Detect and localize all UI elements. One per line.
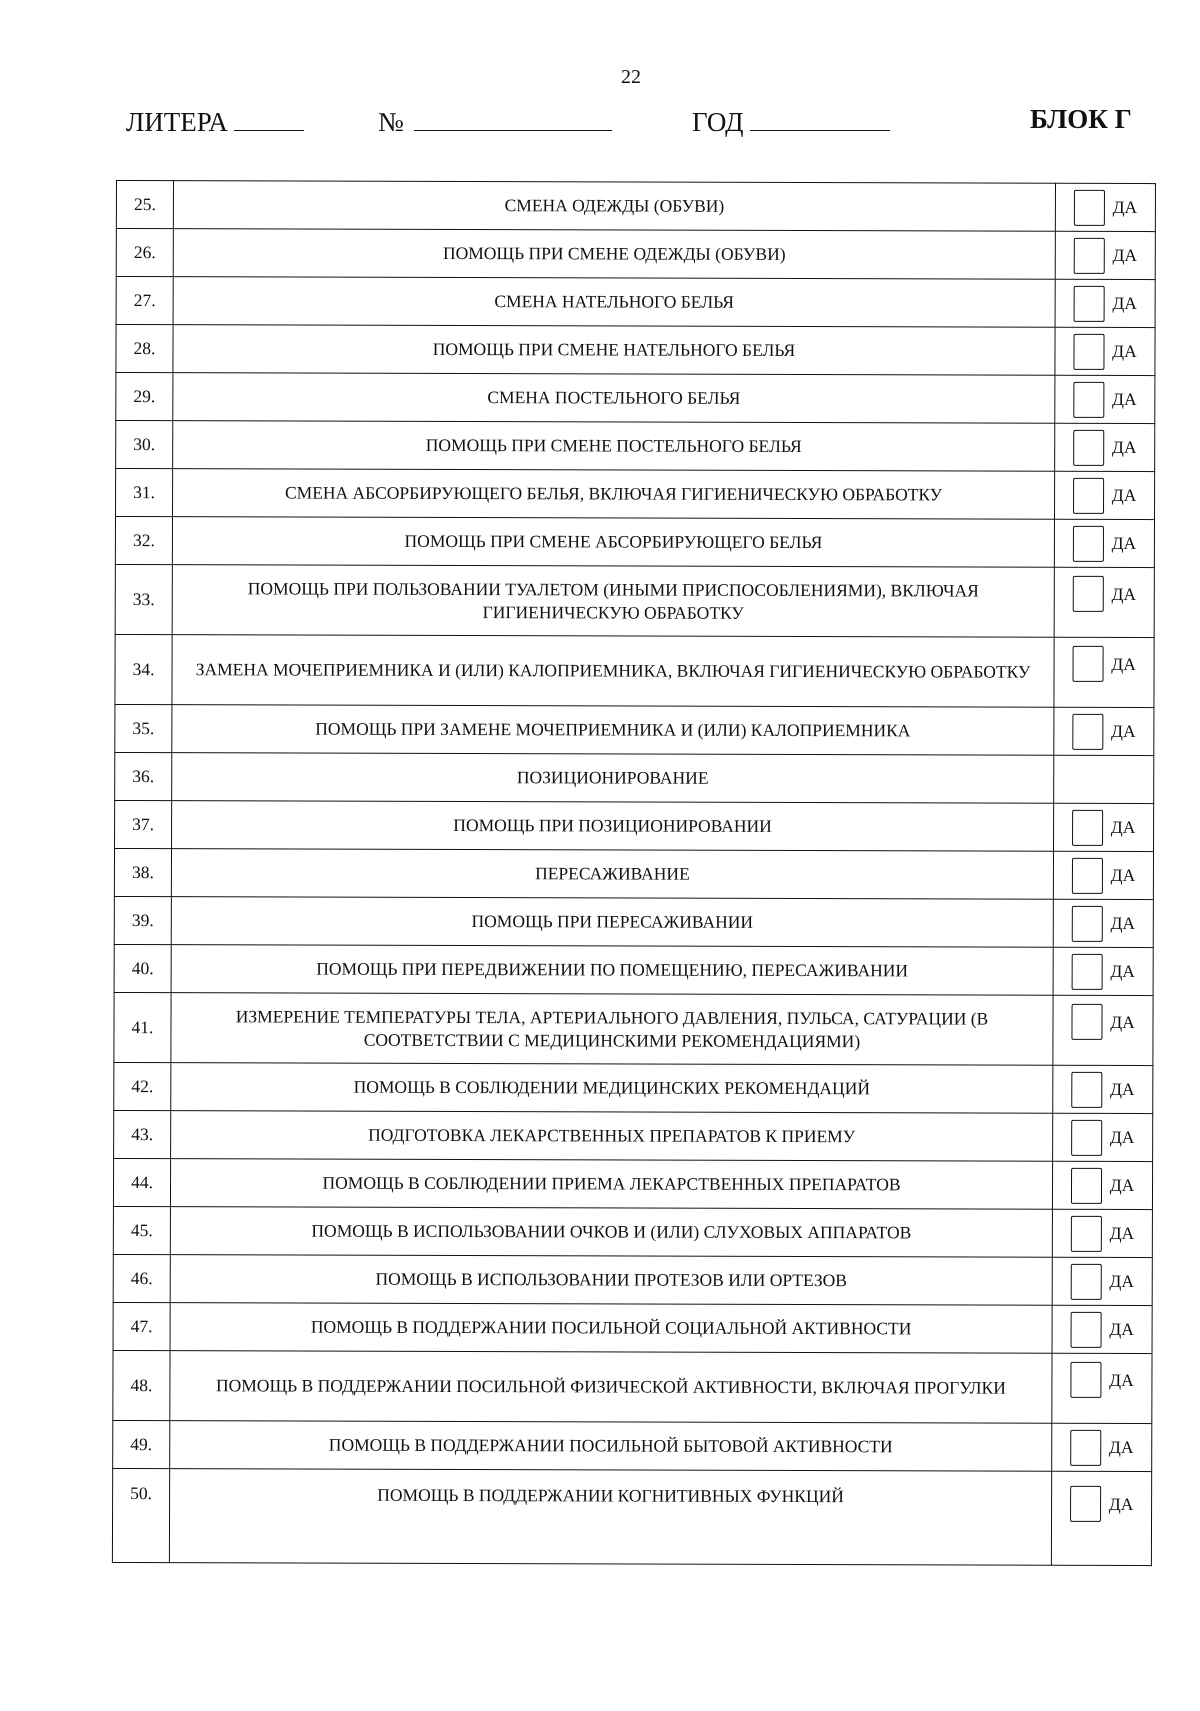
litera-blank[interactable]: [234, 104, 304, 131]
row-number: 30.: [116, 421, 173, 469]
yes-label: ДА: [1109, 1369, 1134, 1390]
table-row: [113, 1420, 1152, 1471]
yes-label: ДА: [1112, 196, 1138, 218]
yes-label: ДА: [1111, 484, 1137, 506]
row-checkbox-cell: [1054, 471, 1154, 519]
yes-option: [1053, 1311, 1152, 1347]
table-row: [115, 800, 1154, 851]
table-row: [114, 1110, 1153, 1161]
yes-label: ДА: [1112, 292, 1137, 314]
yes-label: ДА: [1110, 864, 1136, 886]
questionnaire-table: [112, 180, 1156, 1566]
row-checkbox-cell: [1055, 231, 1155, 279]
number-label: №: [378, 107, 404, 137]
yes-option: [1056, 237, 1155, 273]
row-number: 45.: [113, 1206, 170, 1254]
yes-option: [1053, 1215, 1152, 1251]
row-text: ПОМОЩЬ ПРИ СМЕНЕ АБСОРБИРУЮЩЕГО БЕЛЬЯ: [172, 517, 1054, 568]
row-text: ПОМОЩЬ ПРИ СМЕНЕ ОДЕЖДЫ (ОБУВИ): [173, 229, 1055, 280]
year-label: ГОД: [692, 107, 744, 137]
yes-checkbox[interactable]: [1070, 1362, 1101, 1398]
yes-checkbox[interactable]: [1073, 381, 1104, 417]
row-number: 28.: [116, 325, 173, 373]
row-number: 27.: [116, 277, 173, 325]
year-field: [692, 104, 890, 138]
yes-label: ДА: [1109, 1222, 1135, 1244]
yes-option: [1055, 646, 1154, 682]
yes-label: ДА: [1111, 583, 1137, 604]
row-text: ПОМОЩЬ ПРИ СМЕНЕ НАТЕЛЬНОГО БЕЛЬЯ: [173, 325, 1055, 376]
yes-label: ДА: [1108, 1493, 1134, 1514]
yes-checkbox[interactable]: [1070, 1263, 1101, 1299]
table-row: [114, 992, 1153, 1065]
yes-label: ДА: [1109, 1318, 1134, 1340]
yes-option: [1055, 477, 1154, 513]
row-text: ПОЗИЦИОНИРОВАНИЕ: [172, 753, 1054, 804]
table-row: [113, 1158, 1152, 1209]
yes-checkbox[interactable]: [1071, 1119, 1102, 1155]
table-row: [116, 373, 1155, 424]
yes-label: ДА: [1111, 653, 1136, 674]
table-row: [114, 848, 1153, 899]
table-row: [116, 277, 1155, 328]
row-number: 41.: [114, 992, 171, 1062]
yes-option: [1054, 857, 1153, 893]
row-text: ПОМОЩЬ ПРИ СМЕНЕ ПОСТЕЛЬНОГО БЕЛЬЯ: [173, 421, 1055, 472]
row-number: 33.: [115, 564, 172, 634]
row-number: 35.: [115, 704, 172, 752]
row-text: ПОМОЩЬ В ИСПОЛЬЗОВАНИИ ОЧКОВ И (ИЛИ) СЛУХОВЫХ АППАРАТОВ: [170, 1207, 1052, 1258]
yes-checkbox[interactable]: [1073, 285, 1104, 321]
yes-option: [1054, 905, 1153, 941]
row-text: ПОМОЩЬ В ПОДДЕРЖАНИИ ПОСИЛЬНОЙ ФИЗИЧЕСКОЙ АКТИВНОСТИ, ВКЛЮЧАЯ ПРОГУЛКИ: [170, 1351, 1052, 1424]
yes-checkbox[interactable]: [1072, 857, 1103, 893]
yes-label: ДА: [1112, 340, 1137, 362]
yes-option: [1054, 713, 1153, 749]
row-text: ПЕРЕСАЖИВАНИЕ: [171, 849, 1053, 900]
yes-label: ДА: [1109, 1270, 1135, 1292]
yes-label: ДА: [1109, 1078, 1135, 1100]
yes-option: [1056, 189, 1155, 225]
table-row: [116, 181, 1155, 232]
table-row: [113, 1206, 1152, 1257]
row-number: 49.: [113, 1420, 170, 1468]
yes-option: [1055, 381, 1154, 417]
row-number: 39.: [114, 896, 171, 944]
table-row: [115, 704, 1154, 755]
yes-checkbox[interactable]: [1070, 1486, 1101, 1522]
row-text: ЗАМЕНА МОЧЕПРИЕМНИКА И (ИЛИ) КАЛОПРИЕМНИКА, ВКЛЮЧАЯ ГИГИЕНИЧЕСКУЮ ОБРАБОТКУ: [172, 635, 1054, 708]
yes-checkbox[interactable]: [1071, 1004, 1102, 1040]
litera-field: [126, 104, 304, 138]
row-number: 40.: [114, 944, 171, 992]
row-checkbox-cell: [1054, 803, 1154, 851]
yes-checkbox[interactable]: [1073, 237, 1104, 273]
yes-option: [1055, 576, 1154, 612]
yes-checkbox[interactable]: [1072, 809, 1103, 845]
yes-checkbox[interactable]: [1071, 953, 1102, 989]
yes-checkbox[interactable]: [1071, 1167, 1102, 1203]
row-checkbox-cell: [1054, 755, 1154, 803]
yes-label: ДА: [1111, 532, 1137, 554]
yes-checkbox[interactable]: [1072, 646, 1103, 682]
yes-label: ДА: [1109, 1126, 1135, 1148]
yes-label: ДА: [1111, 436, 1137, 458]
row-number: 50.: [112, 1468, 169, 1562]
row-checkbox-cell: [1052, 1353, 1152, 1423]
yes-option: [1053, 1071, 1152, 1107]
row-number: 36.: [115, 752, 172, 800]
row-text: ПОМОЩЬ ПРИ ЗАМЕНЕ МОЧЕПРИЕМНИКА И (ИЛИ) КАЛОПРИЕМНИКА: [172, 705, 1054, 756]
yes-checkbox[interactable]: [1073, 525, 1104, 561]
row-number: 31.: [116, 469, 173, 517]
yes-option: [1055, 429, 1154, 465]
row-number: 42.: [114, 1062, 171, 1110]
number-blank[interactable]: [414, 104, 612, 131]
row-number: 26.: [116, 229, 173, 277]
row-number: 38.: [114, 848, 171, 896]
table-row: [112, 1468, 1151, 1565]
yes-option: [1054, 953, 1153, 989]
yes-label: ДА: [1112, 244, 1138, 266]
yes-label: ДА: [1110, 960, 1135, 982]
row-text: ПОМОЩЬ В ПОДДЕРЖАНИИ КОГНИТИВНЫХ ФУНКЦИЙ: [169, 1469, 1051, 1566]
yes-checkbox[interactable]: [1074, 189, 1105, 225]
yes-option: [1056, 285, 1155, 321]
row-checkbox-cell: [1052, 1423, 1152, 1471]
table-row: [116, 325, 1155, 376]
row-number: 29.: [116, 373, 173, 421]
row-checkbox-cell: [1053, 947, 1153, 995]
table-row: [115, 517, 1154, 568]
row-number: 43.: [114, 1110, 171, 1158]
yes-checkbox[interactable]: [1073, 429, 1104, 465]
row-checkbox-cell: [1053, 851, 1153, 899]
row-checkbox-cell: [1052, 1257, 1152, 1305]
row-checkbox-cell: [1053, 899, 1153, 947]
yes-checkbox[interactable]: [1070, 1311, 1101, 1347]
row-checkbox-cell: [1054, 567, 1154, 637]
row-number: 48.: [113, 1350, 170, 1420]
yes-label: ДА: [1110, 912, 1136, 934]
table-row: [115, 752, 1154, 803]
row-number: 47.: [113, 1302, 170, 1350]
table-row: [113, 1350, 1152, 1423]
yes-checkbox[interactable]: [1071, 905, 1102, 941]
row-text: СМЕНА НАТЕЛЬНОГО БЕЛЬЯ: [173, 277, 1055, 328]
row-checkbox-cell: [1053, 1113, 1153, 1161]
row-text: ИЗМЕРЕНИЕ ТЕМПЕРАТУРЫ ТЕЛА, АРТЕРИАЛЬНОГО ДАВЛЕНИЯ, ПУЛЬСА, САТУРАЦИИ (В СООТВЕТСТВИИ С МЕДИЦИНСКИМИ РЕКОМЕНДАЦИЯМИ): [171, 993, 1053, 1066]
yes-option: [1055, 333, 1154, 369]
yes-option: [1054, 809, 1153, 845]
yes-checkbox[interactable]: [1072, 713, 1103, 749]
row-checkbox-cell: [1054, 519, 1154, 567]
row-checkbox-cell: [1053, 1065, 1153, 1113]
number-field: [378, 104, 612, 138]
row-checkbox-cell: [1051, 1471, 1151, 1565]
table-row: [113, 1254, 1152, 1305]
yes-checkbox[interactable]: [1073, 333, 1104, 369]
row-checkbox-cell: [1052, 1161, 1152, 1209]
table-row: [114, 944, 1153, 995]
yes-checkbox[interactable]: [1070, 1429, 1101, 1465]
row-number: 32.: [115, 517, 172, 565]
table-row: [116, 421, 1155, 472]
yes-label: ДА: [1110, 816, 1136, 838]
yes-option: [1052, 1362, 1151, 1398]
row-checkbox-cell: [1055, 327, 1155, 375]
row-checkbox-cell: [1055, 375, 1155, 423]
row-text: СМЕНА ОДЕЖДЫ (ОБУВИ): [173, 181, 1055, 232]
row-text: ПОМОЩЬ ПРИ ПОЗИЦИОНИРОВАНИИ: [172, 801, 1054, 852]
table-row: [115, 634, 1154, 707]
yes-checkbox[interactable]: [1073, 477, 1104, 513]
row-checkbox-cell: [1052, 1305, 1152, 1353]
yes-option: [1053, 1004, 1152, 1040]
yes-label: ДА: [1112, 388, 1137, 410]
yes-label: ДА: [1108, 1436, 1134, 1458]
table-row: [116, 469, 1155, 520]
row-text: ПОМОЩЬ ПРИ ПЕРЕСАЖИВАНИИ: [171, 897, 1053, 948]
row-text: ПОМОЩЬ В ИСПОЛЬЗОВАНИИ ПРОТЕЗОВ ИЛИ ОРТЕЗОВ: [170, 1255, 1052, 1306]
table-row: [113, 1302, 1152, 1353]
yes-checkbox[interactable]: [1071, 1215, 1102, 1251]
yes-option: [1053, 1167, 1152, 1203]
row-checkbox-cell: [1055, 423, 1155, 471]
row-text: ПОМОЩЬ В СОБЛЮДЕНИИ ПРИЕМА ЛЕКАРСТВЕННЫХ ПРЕПАРАТОВ: [170, 1159, 1052, 1210]
row-number: 25.: [116, 181, 173, 229]
table-row: [115, 564, 1154, 637]
row-checkbox-cell: [1054, 637, 1154, 707]
year-blank[interactable]: [750, 104, 890, 131]
table-row: [116, 229, 1155, 280]
yes-label: ДА: [1110, 1011, 1135, 1032]
row-text: ПОМОЩЬ В СОБЛЮДЕНИИ МЕДИЦИНСКИХ РЕКОМЕНДАЦИЙ: [171, 1063, 1053, 1114]
yes-option: [1053, 1263, 1152, 1299]
row-text: СМЕНА АБСОРБИРУЮЩЕГО БЕЛЬЯ, ВКЛЮЧАЯ ГИГИЕНИЧЕСКУЮ ОБРАБОТКУ: [173, 469, 1055, 520]
row-number: 37.: [115, 800, 172, 848]
yes-checkbox[interactable]: [1072, 576, 1103, 612]
page-number: 22: [621, 66, 641, 88]
row-number: 34.: [115, 634, 172, 704]
row-text: ПОМОЩЬ ПРИ ПЕРЕДВИЖЕНИИ ПО ПОМЕЩЕНИЮ, ПЕРЕСАЖИВАНИИ: [171, 945, 1053, 996]
yes-option: [1052, 1429, 1151, 1465]
row-text: ПОДГОТОВКА ЛЕКАРСТВЕННЫХ ПРЕПАРАТОВ К ПРИЕМУ: [171, 1111, 1053, 1162]
yes-checkbox[interactable]: [1071, 1071, 1102, 1107]
yes-option: [1052, 1486, 1151, 1522]
block-label: БЛОК Г: [1030, 104, 1132, 134]
table-row: [114, 896, 1153, 947]
row-checkbox-cell: [1055, 279, 1155, 327]
litera-label: ЛИТЕРА: [126, 107, 228, 137]
row-checkbox-cell: [1052, 1209, 1152, 1257]
row-text: ПОМОЩЬ В ПОДДЕРЖАНИИ ПОСИЛЬНОЙ СОЦИАЛЬНОЙ АКТИВНОСТИ: [170, 1303, 1052, 1354]
row-number: 44.: [113, 1158, 170, 1206]
yes-option: [1055, 525, 1154, 561]
yes-option: [1053, 1119, 1152, 1155]
row-checkbox-cell: [1054, 707, 1154, 755]
row-checkbox-cell: [1053, 995, 1153, 1065]
questionnaire-rows: [112, 181, 1155, 1566]
row-number: 46.: [113, 1254, 170, 1302]
yes-label: ДА: [1111, 720, 1136, 742]
table-row: [114, 1062, 1153, 1113]
row-checkbox-cell: [1055, 183, 1155, 231]
row-text: ПОМОЩЬ ПРИ ПОЛЬЗОВАНИИ ТУАЛЕТОМ (ИНЫМИ ПРИСПОСОБЛЕНИЯМИ), ВКЛЮЧАЯ ГИГИЕНИЧЕСКУЮ ОБРАБОТКУ: [172, 565, 1054, 638]
yes-label: ДА: [1109, 1174, 1135, 1196]
row-text: ПОМОЩЬ В ПОДДЕРЖАНИИ ПОСИЛЬНОЙ БЫТОВОЙ АКТИВНОСТИ: [170, 1421, 1052, 1472]
row-text: СМЕНА ПОСТЕЛЬНОГО БЕЛЬЯ: [173, 373, 1055, 424]
